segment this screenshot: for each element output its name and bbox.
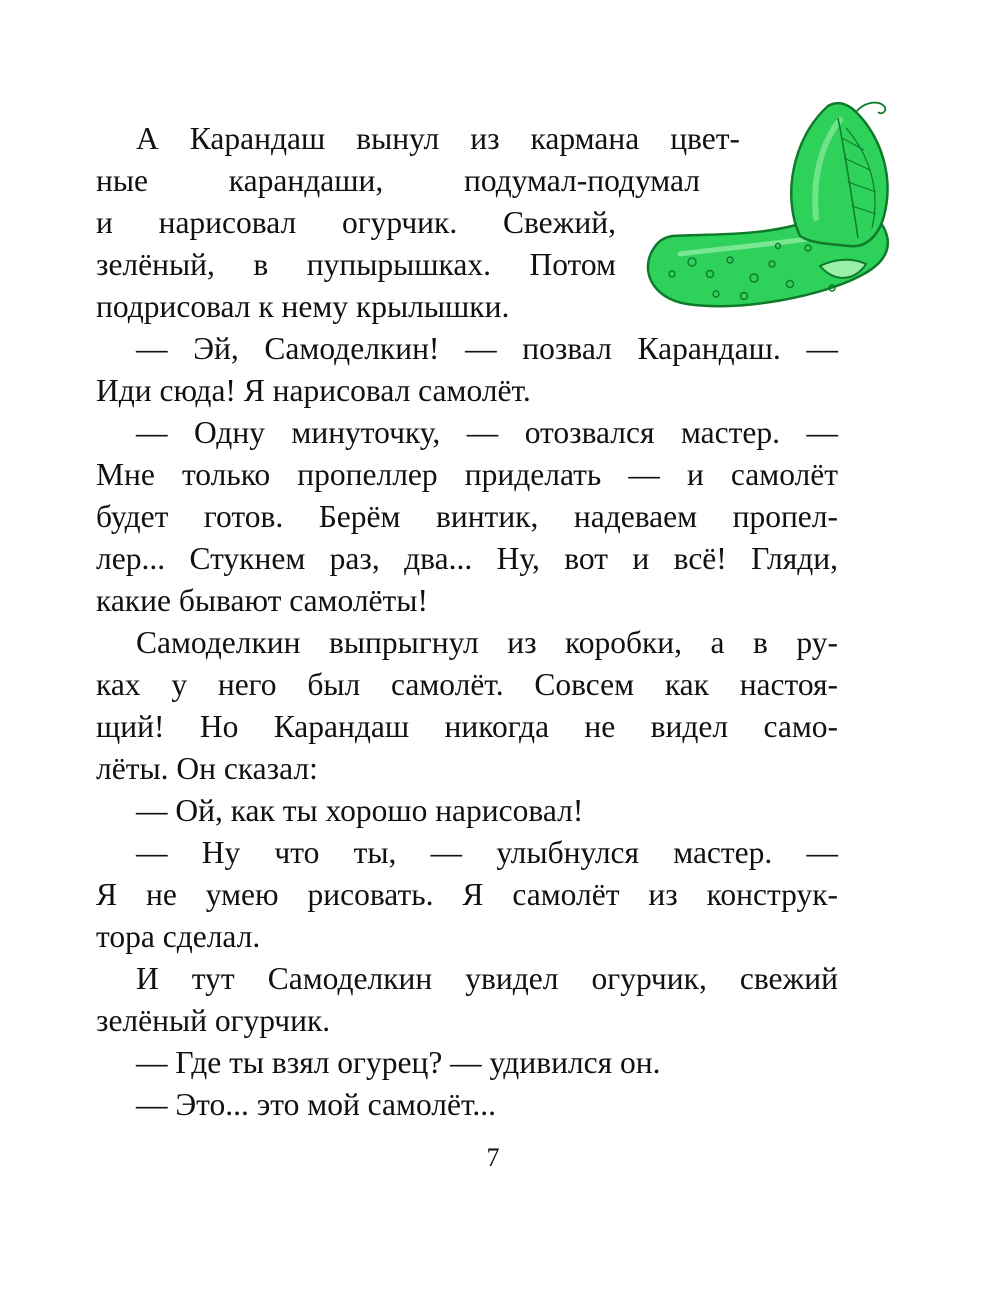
text-line-4: зелёный, в пупырышках. Потом [96, 247, 616, 282]
text-line-19: Я не умею рисовать. Я самолёт из конструк- [96, 877, 838, 912]
text-line-21: И тут Самоделкин увидел огурчик, свежий [136, 961, 838, 996]
text-line-23: — Где ты взял огурец? — удивился он. [136, 1045, 661, 1080]
text-line-16: лёты. Он сказал: [96, 751, 318, 786]
text-line-7: Иди сюда! Я нарисовал самолёт. [96, 373, 531, 408]
text-line-18: — Ну что ты, — улыбнулся мастер. — [136, 835, 838, 870]
text-line-14: ках у него был самолёт. Совсем как настоя- [96, 667, 838, 702]
text-line-10: будет готов. Берём винтик, надеваем пропел- [96, 499, 838, 534]
text-line-6: — Эй, Самоделкин! — позвал Карандаш. — [136, 331, 838, 366]
text-line-17: — Ой, как ты хорошо нарисовал! [136, 793, 584, 828]
text-line-20: тора сделал. [96, 919, 261, 954]
text-line-12: какие бывают самолёты! [96, 583, 428, 618]
text-line-3: и нарисовал огурчик. Свежий, [96, 205, 616, 240]
page-number: 7 [486, 1143, 500, 1172]
text-line-11: лер... Стукнем раз, два... Ну, вот и всё! Гляди, [96, 541, 838, 576]
text-line-5: подрисовал к нему крылышки. [96, 289, 510, 324]
text-line-13: Самоделкин выпрыгнул из коробки, а в ру- [136, 625, 838, 660]
text-line-9: Мне только пропеллер приделать — и самолёт [96, 457, 838, 492]
text-line-2: ные карандаши, подумал-подумал [96, 163, 700, 198]
text-line-22: зелёный огурчик. [96, 1003, 331, 1038]
text-line-8: — Одну минуточку, — отозвался мастер. — [136, 415, 838, 450]
text-line-1: А Карандаш вынул из кармана цвет- [136, 121, 740, 156]
text-line-24: — Это... это мой самолёт... [136, 1087, 497, 1122]
text-line-15: щий! Но Карандаш никогда не видел само- [96, 709, 838, 744]
winged-cucumber-icon [632, 98, 924, 326]
